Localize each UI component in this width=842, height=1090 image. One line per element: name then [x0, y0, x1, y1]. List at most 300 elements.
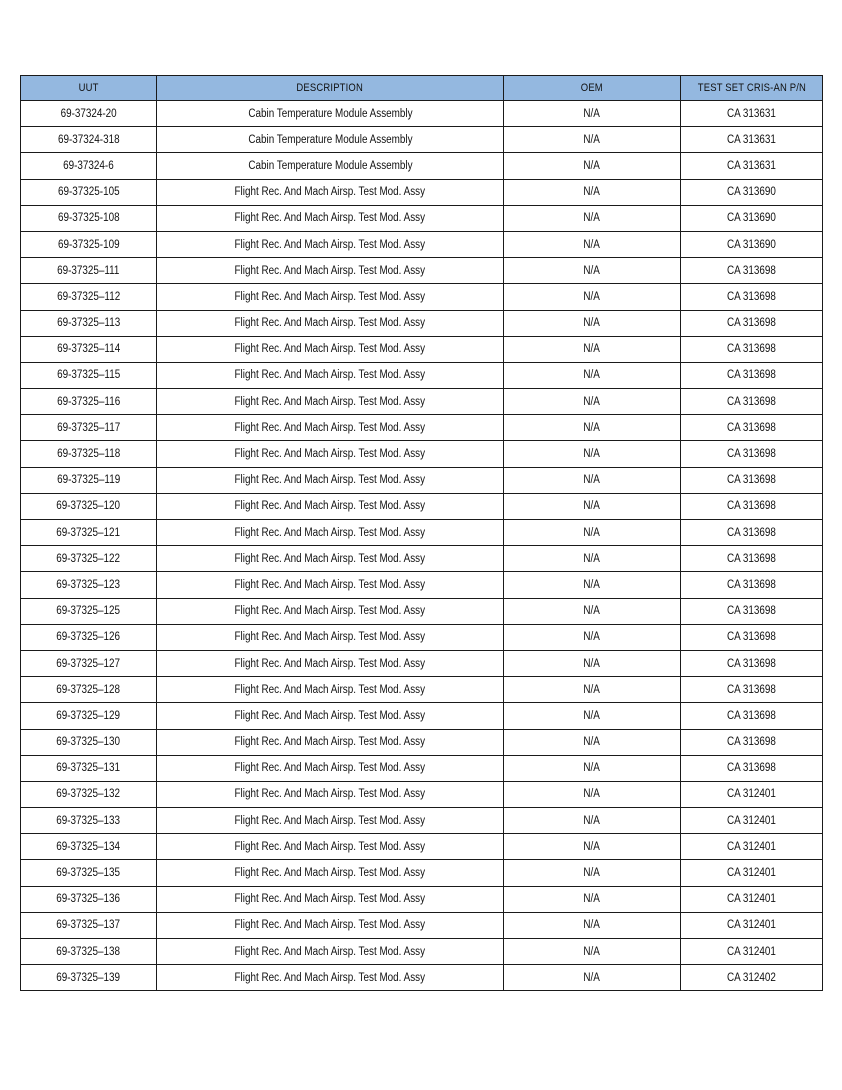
cell-oem-text: N/A: [583, 736, 601, 749]
cell-description-text: Flight Rec. And Mach Airsp. Test Mod. Assy: [234, 762, 426, 775]
table-row: [21, 520, 823, 546]
cell-uut-text: 69-37325-105: [57, 186, 120, 199]
cell-description-text: Flight Rec. And Mach Airsp. Test Mod. Assy: [234, 186, 426, 199]
cell-uut-text: 69-37325-109: [57, 238, 120, 251]
cell-uut: [21, 650, 157, 676]
cell-test-set-text: CA 313631: [727, 133, 776, 146]
cell-uut-text: 69-37325–136: [56, 893, 121, 906]
cell-oem-text: N/A: [583, 238, 601, 251]
cell-oem-text: N/A: [583, 448, 601, 461]
table-row: [21, 624, 823, 650]
table-row: [21, 781, 823, 807]
cell-oem: [504, 127, 681, 153]
table-row: [21, 127, 823, 153]
table-row: [21, 755, 823, 781]
cell-test-set-text: CA 313631: [727, 107, 776, 120]
cell-uut: [21, 362, 157, 388]
cell-oem: [504, 441, 681, 467]
cell-test-set-text: CA 312401: [727, 788, 776, 801]
cell-test-set-text: CA 312401: [727, 945, 776, 958]
cell-uut: [21, 231, 157, 257]
cell-description: [157, 939, 504, 965]
cell-oem: [504, 965, 681, 991]
cell-description-text: Flight Rec. And Mach Airsp. Test Mod. Assy: [234, 683, 426, 696]
column-header-uut: [21, 76, 157, 101]
header-row: [21, 76, 823, 101]
cell-oem-text: N/A: [583, 133, 601, 146]
cell-test-set: [681, 284, 823, 310]
cell-test-set-text: CA 313698: [727, 526, 776, 539]
cell-uut: [21, 101, 157, 127]
cell-oem-text: N/A: [583, 317, 601, 330]
cell-description-text: Flight Rec. And Mach Airsp. Test Mod. Assy: [234, 474, 426, 487]
table-row: [21, 258, 823, 284]
table-row: [21, 650, 823, 676]
cell-test-set-text: CA 312402: [727, 971, 776, 984]
parts-list-sheet: [20, 75, 822, 991]
cell-uut-text: 69-37325–129: [56, 709, 121, 722]
cell-oem-text: N/A: [583, 159, 601, 172]
cell-oem: [504, 834, 681, 860]
cell-oem: [504, 336, 681, 362]
cell-uut-text: 69-37325–134: [56, 840, 121, 853]
cell-uut: [21, 415, 157, 441]
cell-test-set-text: CA 313698: [727, 762, 776, 775]
table-row: [21, 441, 823, 467]
cell-uut: [21, 520, 157, 546]
cell-test-set: [681, 258, 823, 284]
cell-oem-text: N/A: [583, 605, 601, 618]
cell-description-text: Flight Rec. And Mach Airsp. Test Mod. Assy: [234, 421, 426, 434]
cell-uut: [21, 677, 157, 703]
cell-description-text: Flight Rec. And Mach Airsp. Test Mod. Assy: [234, 552, 426, 565]
cell-oem-text: N/A: [583, 107, 601, 120]
cell-uut-text: 69-37325–137: [56, 919, 121, 932]
cell-description-text: Flight Rec. And Mach Airsp. Test Mod. Assy: [234, 526, 426, 539]
cell-test-set-text: CA 313631: [727, 159, 776, 172]
cell-test-set-text: CA 312401: [727, 867, 776, 880]
cell-uut: [21, 153, 157, 179]
cell-description-text: Cabin Temperature Module Assembly: [247, 159, 413, 172]
cell-description-text: Flight Rec. And Mach Airsp. Test Mod. Assy: [234, 788, 426, 801]
cell-oem-text: N/A: [583, 212, 601, 225]
cell-description: [157, 258, 504, 284]
table-row: [21, 415, 823, 441]
cell-description: [157, 179, 504, 205]
cell-test-set: [681, 153, 823, 179]
cell-test-set-text: CA 313698: [727, 421, 776, 434]
cell-test-set-text: CA 313698: [727, 709, 776, 722]
cell-uut-text: 69-37325–121: [56, 526, 121, 539]
cell-description-text: Flight Rec. And Mach Airsp. Test Mod. Assy: [234, 605, 426, 618]
cell-oem: [504, 808, 681, 834]
column-header-test-set-label: TEST SET CRIS-AN P/N: [697, 82, 806, 94]
cell-oem-text: N/A: [583, 421, 601, 434]
cell-description-text: Flight Rec. And Mach Airsp. Test Mod. Assy: [234, 578, 426, 591]
cell-test-set: [681, 362, 823, 388]
cell-test-set: [681, 389, 823, 415]
cell-test-set-text: CA 312401: [727, 893, 776, 906]
cell-description-text: Cabin Temperature Module Assembly: [247, 107, 413, 120]
cell-uut: [21, 886, 157, 912]
cell-description-text: Flight Rec. And Mach Airsp. Test Mod. Assy: [234, 317, 426, 330]
cell-uut: [21, 336, 157, 362]
cell-oem-text: N/A: [583, 840, 601, 853]
cell-uut: [21, 205, 157, 231]
cell-test-set: [681, 467, 823, 493]
cell-oem-text: N/A: [583, 552, 601, 565]
table-row: [21, 808, 823, 834]
cell-oem-text: N/A: [583, 343, 601, 356]
cell-description: [157, 860, 504, 886]
cell-description: [157, 572, 504, 598]
table-row: [21, 939, 823, 965]
cell-uut-text: 69-37325–115: [56, 369, 121, 382]
cell-uut: [21, 493, 157, 519]
cell-test-set: [681, 127, 823, 153]
cell-uut-text: 69-37325–113: [56, 317, 121, 330]
cell-test-set: [681, 781, 823, 807]
cell-test-set: [681, 624, 823, 650]
cell-description: [157, 729, 504, 755]
cell-uut: [21, 598, 157, 624]
cell-description-text: Flight Rec. And Mach Airsp. Test Mod. Assy: [234, 840, 426, 853]
table-row: [21, 362, 823, 388]
cell-oem: [504, 546, 681, 572]
cell-description-text: Flight Rec. And Mach Airsp. Test Mod. Assy: [234, 631, 426, 644]
cell-oem: [504, 781, 681, 807]
cell-test-set-text: CA 313698: [727, 552, 776, 565]
table-row: [21, 493, 823, 519]
cell-description: [157, 912, 504, 938]
cell-test-set: [681, 231, 823, 257]
cell-uut-text: 69-37325–138: [56, 945, 121, 958]
cell-oem-text: N/A: [583, 657, 601, 670]
cell-oem-text: N/A: [583, 631, 601, 644]
cell-uut: [21, 781, 157, 807]
column-header-oem-label: OEM: [580, 82, 604, 94]
cell-description-text: Flight Rec. And Mach Airsp. Test Mod. Assy: [234, 238, 426, 251]
cell-description: [157, 755, 504, 781]
cell-description: [157, 362, 504, 388]
cell-oem: [504, 389, 681, 415]
cell-uut: [21, 258, 157, 284]
table-row: [21, 572, 823, 598]
cell-oem: [504, 886, 681, 912]
cell-oem: [504, 624, 681, 650]
cell-uut-text: 69-37325–112: [56, 290, 121, 303]
cell-oem: [504, 860, 681, 886]
cell-test-set: [681, 965, 823, 991]
cell-uut: [21, 808, 157, 834]
cell-test-set-text: CA 313698: [727, 264, 776, 277]
table-row: [21, 179, 823, 205]
cell-test-set-text: CA 312401: [727, 814, 776, 827]
cell-uut: [21, 939, 157, 965]
cell-description-text: Flight Rec. And Mach Airsp. Test Mod. Assy: [234, 448, 426, 461]
table-row: [21, 965, 823, 991]
cell-oem: [504, 258, 681, 284]
cell-oem-text: N/A: [583, 919, 601, 932]
cell-oem: [504, 153, 681, 179]
cell-test-set-text: CA 313698: [727, 500, 776, 513]
cell-uut-text: 69-37325–122: [56, 552, 121, 565]
cell-test-set: [681, 677, 823, 703]
cell-description-text: Flight Rec. And Mach Airsp. Test Mod. Assy: [234, 369, 426, 382]
column-header-test-set: [681, 76, 823, 101]
cell-oem-text: N/A: [583, 762, 601, 775]
cell-uut-text: 69-37325–139: [56, 971, 121, 984]
cell-uut-text: 69-37325–118: [56, 448, 121, 461]
cell-description-text: Flight Rec. And Mach Airsp. Test Mod. Assy: [234, 945, 426, 958]
cell-description: [157, 703, 504, 729]
cell-test-set: [681, 179, 823, 205]
cell-test-set-text: CA 313698: [727, 343, 776, 356]
cell-oem-text: N/A: [583, 369, 601, 382]
cell-uut-text: 69-37325–114: [56, 343, 121, 356]
cell-uut-text: 69-37325–120: [56, 500, 121, 513]
cell-oem: [504, 572, 681, 598]
cell-test-set-text: CA 313698: [727, 290, 776, 303]
cell-uut: [21, 912, 157, 938]
cell-description: [157, 153, 504, 179]
cell-uut: [21, 572, 157, 598]
cell-test-set-text: CA 313698: [727, 683, 776, 696]
cell-uut: [21, 703, 157, 729]
cell-description-text: Flight Rec. And Mach Airsp. Test Mod. Assy: [234, 971, 426, 984]
table-row: [21, 389, 823, 415]
table-row: [21, 284, 823, 310]
cell-uut: [21, 389, 157, 415]
cell-description: [157, 520, 504, 546]
cell-test-set: [681, 755, 823, 781]
cell-oem: [504, 677, 681, 703]
cell-uut: [21, 467, 157, 493]
cell-test-set-text: CA 313690: [727, 212, 776, 225]
cell-uut-text: 69-37325–132: [56, 788, 121, 801]
cell-test-set: [681, 101, 823, 127]
cell-oem-text: N/A: [583, 788, 601, 801]
cell-uut: [21, 310, 157, 336]
cell-oem-text: N/A: [583, 971, 601, 984]
cell-uut: [21, 127, 157, 153]
cell-test-set: [681, 650, 823, 676]
cell-uut-text: 69-37324-318: [57, 133, 120, 146]
table-row: [21, 546, 823, 572]
parts-table: [20, 75, 823, 991]
cell-uut-text: 69-37324-20: [60, 107, 117, 120]
cell-description: [157, 389, 504, 415]
cell-description: [157, 781, 504, 807]
cell-uut: [21, 624, 157, 650]
cell-description: [157, 127, 504, 153]
cell-description: [157, 205, 504, 231]
cell-oem: [504, 939, 681, 965]
cell-oem: [504, 703, 681, 729]
cell-uut-text: 69-37325–128: [56, 683, 121, 696]
cell-test-set: [681, 598, 823, 624]
cell-description-text: Flight Rec. And Mach Airsp. Test Mod. Assy: [234, 212, 426, 225]
cell-test-set: [681, 808, 823, 834]
cell-description-text: Flight Rec. And Mach Airsp. Test Mod. Assy: [234, 893, 426, 906]
table-row: [21, 153, 823, 179]
cell-test-set: [681, 441, 823, 467]
cell-description-text: Flight Rec. And Mach Airsp. Test Mod. Assy: [234, 290, 426, 303]
cell-test-set: [681, 703, 823, 729]
cell-description-text: Flight Rec. And Mach Airsp. Test Mod. Assy: [234, 500, 426, 513]
cell-oem: [504, 520, 681, 546]
cell-test-set-text: CA 313698: [727, 369, 776, 382]
cell-description: [157, 415, 504, 441]
cell-uut: [21, 179, 157, 205]
cell-description: [157, 650, 504, 676]
table-row: [21, 703, 823, 729]
cell-test-set: [681, 415, 823, 441]
cell-test-set: [681, 310, 823, 336]
cell-test-set: [681, 336, 823, 362]
cell-uut: [21, 546, 157, 572]
cell-description: [157, 441, 504, 467]
cell-oem-text: N/A: [583, 945, 601, 958]
cell-test-set-text: CA 312401: [727, 919, 776, 932]
cell-description: [157, 624, 504, 650]
cell-oem-text: N/A: [583, 578, 601, 591]
cell-uut-text: 69-37325–125: [56, 605, 121, 618]
cell-uut-text: 69-37324-6: [63, 159, 114, 172]
cell-oem: [504, 101, 681, 127]
cell-test-set: [681, 860, 823, 886]
cell-test-set-text: CA 313698: [727, 578, 776, 591]
cell-description-text: Flight Rec. And Mach Airsp. Test Mod. Assy: [234, 814, 426, 827]
cell-oem-text: N/A: [583, 290, 601, 303]
cell-oem: [504, 310, 681, 336]
cell-description-text: Flight Rec. And Mach Airsp. Test Mod. Assy: [234, 867, 426, 880]
cell-description: [157, 677, 504, 703]
table-row: [21, 310, 823, 336]
cell-description-text: Flight Rec. And Mach Airsp. Test Mod. Assy: [234, 395, 426, 408]
cell-oem-text: N/A: [583, 683, 601, 696]
cell-test-set-text: CA 313698: [727, 448, 776, 461]
cell-oem-text: N/A: [583, 814, 601, 827]
cell-test-set: [681, 493, 823, 519]
cell-description: [157, 336, 504, 362]
cell-oem-text: N/A: [583, 867, 601, 880]
table-row: [21, 467, 823, 493]
cell-description-text: Flight Rec. And Mach Airsp. Test Mod. Assy: [234, 919, 426, 932]
cell-test-set: [681, 520, 823, 546]
table-row: [21, 677, 823, 703]
cell-description: [157, 834, 504, 860]
cell-uut: [21, 729, 157, 755]
cell-oem: [504, 362, 681, 388]
cell-uut-text: 69-37325–127: [56, 657, 121, 670]
cell-test-set: [681, 205, 823, 231]
cell-description: [157, 886, 504, 912]
cell-test-set-text: CA 313698: [727, 657, 776, 670]
cell-test-set: [681, 834, 823, 860]
cell-uut-text: 69-37325–111: [57, 264, 120, 277]
cell-oem: [504, 179, 681, 205]
cell-description-text: Flight Rec. And Mach Airsp. Test Mod. Assy: [234, 657, 426, 670]
cell-oem: [504, 231, 681, 257]
cell-uut: [21, 755, 157, 781]
cell-description: [157, 231, 504, 257]
column-header-description: [157, 76, 504, 101]
column-header-uut-label: UUT: [78, 82, 99, 94]
cell-uut-text: 69-37325–119: [56, 474, 121, 487]
cell-uut-text: 69-37325–116: [56, 395, 121, 408]
cell-test-set-text: CA 313698: [727, 736, 776, 749]
cell-oem-text: N/A: [583, 500, 601, 513]
cell-uut-text: 69-37325–130: [56, 736, 121, 749]
cell-description: [157, 493, 504, 519]
cell-description: [157, 808, 504, 834]
cell-test-set: [681, 546, 823, 572]
table-body: [21, 101, 823, 991]
cell-test-set-text: CA 313690: [727, 238, 776, 251]
cell-description-text: Flight Rec. And Mach Airsp. Test Mod. Assy: [234, 343, 426, 356]
cell-uut: [21, 441, 157, 467]
cell-description: [157, 965, 504, 991]
cell-uut: [21, 965, 157, 991]
table-row: [21, 886, 823, 912]
cell-description: [157, 467, 504, 493]
cell-description-text: Flight Rec. And Mach Airsp. Test Mod. Assy: [234, 264, 426, 277]
column-header-description-label: DESCRIPTION: [296, 82, 364, 94]
cell-uut-text: 69-37325–133: [56, 814, 121, 827]
cell-oem: [504, 912, 681, 938]
cell-uut: [21, 834, 157, 860]
cell-uut: [21, 284, 157, 310]
table-row: [21, 860, 823, 886]
cell-oem: [504, 415, 681, 441]
table-row: [21, 729, 823, 755]
cell-test-set: [681, 729, 823, 755]
cell-description-text: Cabin Temperature Module Assembly: [247, 133, 413, 146]
table-row: [21, 231, 823, 257]
cell-test-set: [681, 939, 823, 965]
table-header: [21, 76, 823, 101]
cell-oem-text: N/A: [583, 186, 601, 199]
table-row: [21, 101, 823, 127]
cell-description: [157, 101, 504, 127]
cell-description-text: Flight Rec. And Mach Airsp. Test Mod. Assy: [234, 736, 426, 749]
cell-test-set-text: CA 313698: [727, 317, 776, 330]
cell-description: [157, 546, 504, 572]
cell-description: [157, 310, 504, 336]
table-row: [21, 912, 823, 938]
cell-oem-text: N/A: [583, 709, 601, 722]
table-row: [21, 834, 823, 860]
table-row: [21, 598, 823, 624]
cell-oem-text: N/A: [583, 893, 601, 906]
cell-oem: [504, 205, 681, 231]
cell-description: [157, 284, 504, 310]
cell-test-set-text: CA 313698: [727, 474, 776, 487]
cell-test-set-text: CA 312401: [727, 840, 776, 853]
cell-uut: [21, 860, 157, 886]
cell-oem: [504, 284, 681, 310]
table-row: [21, 336, 823, 362]
cell-test-set-text: CA 313698: [727, 605, 776, 618]
cell-oem-text: N/A: [583, 264, 601, 277]
cell-test-set-text: CA 313698: [727, 631, 776, 644]
cell-oem: [504, 650, 681, 676]
cell-test-set-text: CA 313698: [727, 395, 776, 408]
cell-oem: [504, 755, 681, 781]
cell-uut-text: 69-37325-108: [57, 212, 120, 225]
cell-uut-text: 69-37325–135: [56, 867, 121, 880]
